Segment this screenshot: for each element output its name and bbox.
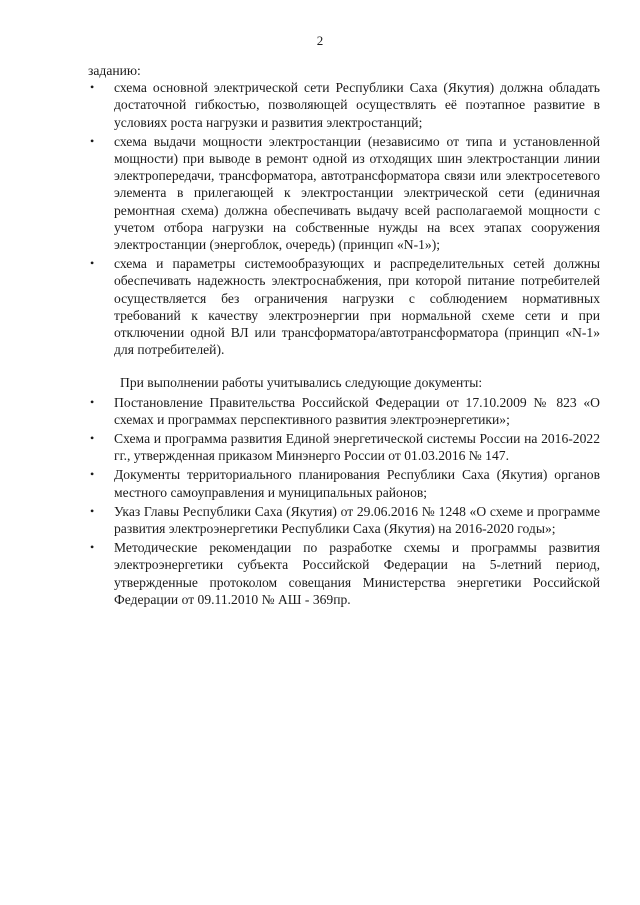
requirements-list bbox=[88, 79, 600, 358]
bullet-icon: • bbox=[90, 540, 95, 555]
document-item bbox=[88, 430, 600, 464]
requirement-item bbox=[88, 79, 600, 131]
document-item bbox=[88, 394, 600, 428]
document-item bbox=[88, 503, 600, 537]
document-item bbox=[88, 539, 600, 608]
requirement-item bbox=[88, 133, 600, 253]
bullet-icon: • bbox=[90, 133, 95, 148]
document-text: Схема и программа развития Единой энергетической системы России на 2016-2022 гг., утвержденная приказом Минэнерго России от 01.03.2016 № 147. bbox=[114, 431, 600, 464]
documents-list bbox=[88, 394, 600, 608]
bullet-icon: • bbox=[90, 503, 95, 518]
document-text: Документы территориального планирования Республики Саха (Якутия) органов местного самоуправления и муниципальных районов; bbox=[114, 467, 600, 500]
page-content bbox=[88, 62, 600, 610]
bullet-icon: • bbox=[90, 256, 95, 271]
page-number: 2 bbox=[316, 33, 324, 48]
document-text: Методические рекомендации по разработке схемы и программы развития электроэнергетики субъекта Российской Федерации на 5-летний период, утвержденные протоколом совещания Министерства энергетики Российской Федерации от 09.11.2010 № АШ - 369пр. bbox=[114, 540, 600, 607]
bullet-icon: • bbox=[90, 467, 95, 482]
bullet-icon: • bbox=[90, 431, 95, 446]
document-item bbox=[88, 466, 600, 500]
requirement-text: схема и параметры системообразующих и распределительных сетей должны обеспечивать надежность электроснабжения, при которой питание потребителей осуществляется без ограничения нагрузки с соблюдением нормативных требований к качеству электроэнергии при нормальной схеме сети и при отключении одной ВЛ или трансформатора/автотрансформатора (принцип «N-1» для потребителей). bbox=[114, 256, 600, 358]
requirement-text: схема выдачи мощности электростанции (независимо от типа и установленной мощности) при выводе в ремонт одной из отходящих шин электростанции линии электропередачи, трансформатора, автотрансформатора связи или электросетевого элемента в прилегающей к электростанции электрической сети (единичная ремонтная схема) должна обеспечивать выдачу всей располагаемой мощности с учетом отбора нагрузки на собственные нужды на всех этапах сооружения электростанции (энергоблок, очередь) (принцип «N-1»); bbox=[114, 133, 600, 253]
document-text: Постановление Правительства Российской Федерации от 17.10.2009 № 823 «О схемах и программах перспективного развития электроэнергетики»; bbox=[114, 394, 600, 427]
requirement-text: схема основной электрической сети Республики Саха (Якутия) должна обладать достаточной гибкостью, позволяющей осуществлять её поэтапное развитие в условиях роста нагрузки и развития электростанций; bbox=[114, 80, 600, 130]
bullet-icon: • bbox=[90, 80, 95, 95]
bullet-icon: • bbox=[90, 394, 95, 409]
document-text: Указ Главы Республики Саха (Якутия) от 29.06.2016 № 1248 «О схеме и программе развития электроэнергетики Республики Саха (Якутия) на 2016-2020 годы»; bbox=[114, 503, 600, 537]
requirement-item bbox=[88, 255, 600, 358]
documents-intro: При выполнении работы учитывались следующие документы: bbox=[120, 375, 483, 391]
intro-fragment: заданию: bbox=[88, 63, 141, 78]
